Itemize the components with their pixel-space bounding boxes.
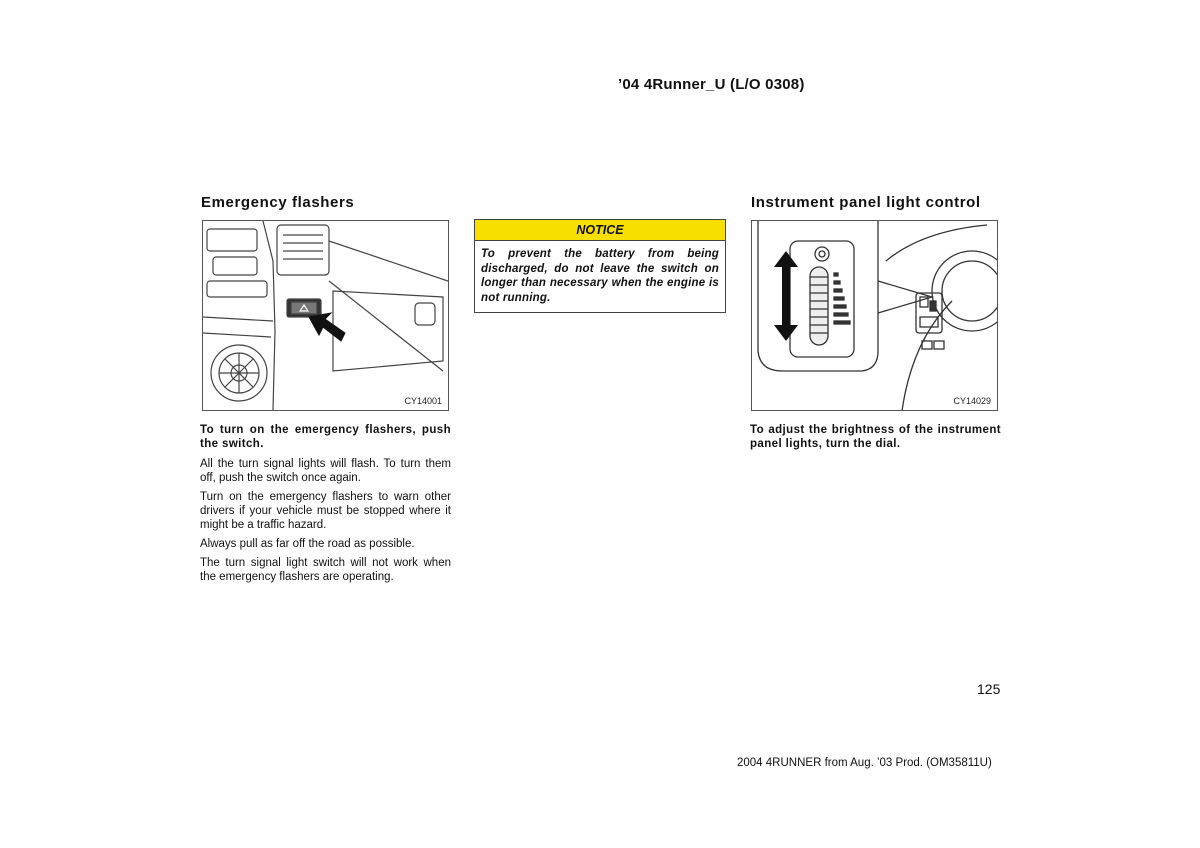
document-id: ’04 4Runner_U (L/O 0308) <box>618 76 805 93</box>
emergency-flasher-illustration <box>202 220 449 411</box>
page-number: 125 <box>977 681 1001 697</box>
dashboard-hazard-drawing <box>203 221 448 410</box>
figure-code: CY14029 <box>953 396 991 406</box>
paragraph: Always pull as far off the road as possible. <box>200 538 415 550</box>
notice-title: NOTICE <box>475 220 725 241</box>
footer-text: 2004 4RUNNER from Aug. ’03 Prod. (OM35811U) <box>737 757 992 769</box>
left-column-text <box>200 423 451 589</box>
notice-body: To prevent the battery from being discharged, do not leave the switch on longer than necessary when the engine is not running. <box>481 248 719 304</box>
paragraph: The turn signal light switch will not work when the emergency flashers are operating. <box>200 557 451 583</box>
section-title-instrument-panel-light: Instrument panel light control <box>751 194 981 211</box>
panel-light-control-illustration <box>751 220 998 411</box>
paragraph: Turn on the emergency flashers to warn other drivers if your vehicle must be stopped where it might be a traffic hazard. <box>200 491 451 531</box>
figure-code: CY14001 <box>404 396 442 406</box>
right-column-text <box>750 423 1001 457</box>
instruction-lead: To adjust the brightness of the instrument panel lights, turn the dial. <box>750 424 1001 450</box>
paragraph: All the turn signal lights will flash. To turn them off, push the switch once again. <box>200 458 451 484</box>
dial-closeup-drawing <box>752 221 997 410</box>
notice-box <box>474 219 726 313</box>
instruction-lead: To turn on the emergency flashers, push the switch. <box>200 424 451 450</box>
section-title-emergency-flashers: Emergency flashers <box>201 194 355 211</box>
